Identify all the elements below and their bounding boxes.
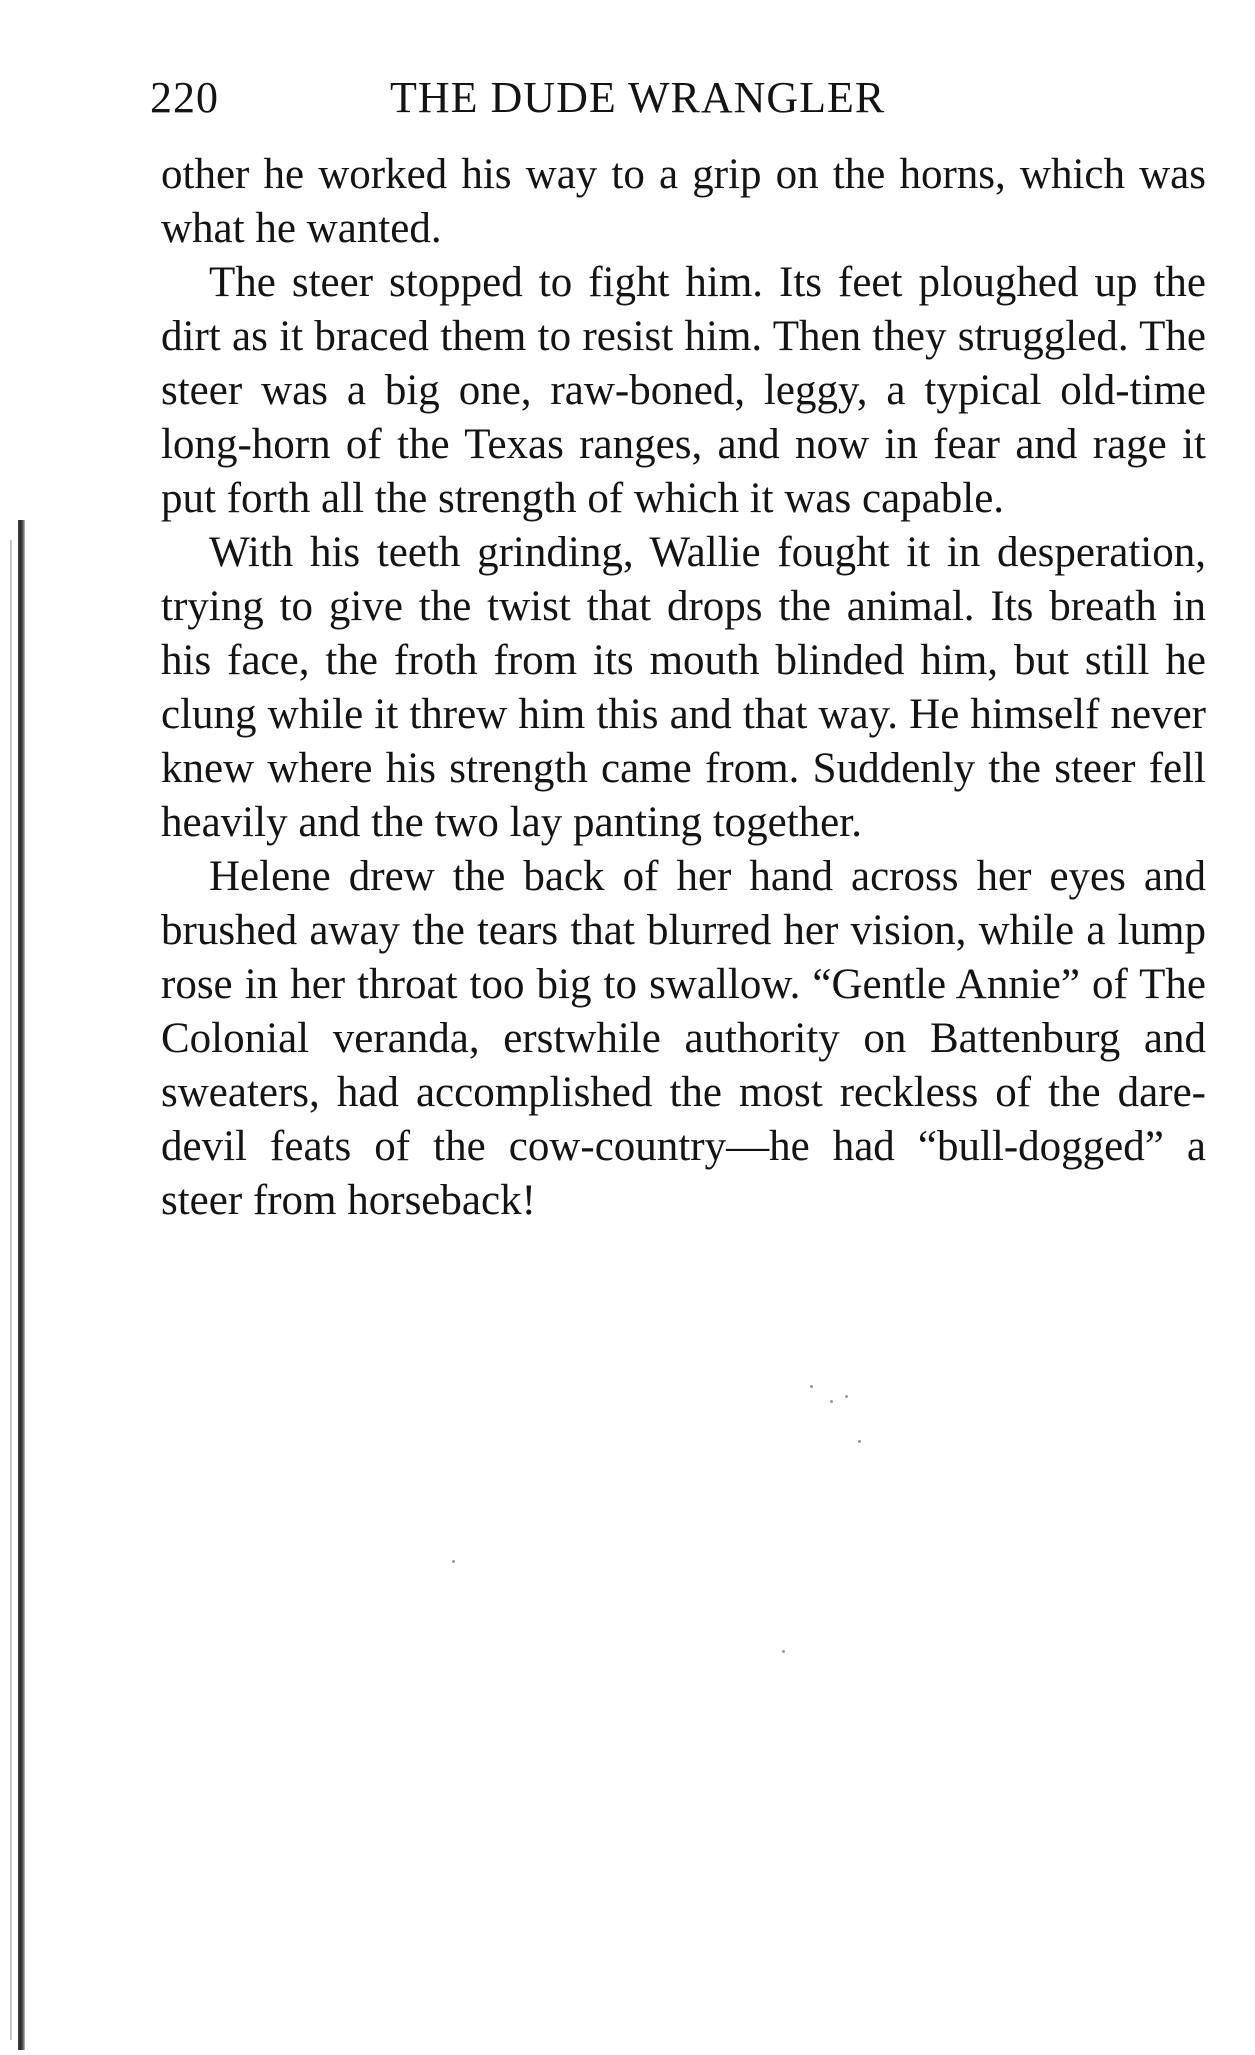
paragraph-4: Helene drew the back of her hand across her eyes and brushed away the tears that blurred her vision, while a lump rose in her throat too big to swallow. “Gentle Annie” of The Colonial veranda, erstwhile authority on Battenburg and sweaters, had accomplished the most reckless of the dare-devil feats of the cow-country—he had “bull-dogged” a steer from horseback!: [161, 853, 1206, 1224]
speck: [810, 1385, 813, 1388]
binding-edge-shadow: [10, 540, 12, 2040]
paragraph-1: other he worked his way to a grip on the horns, which was what he wanted.: [161, 151, 1206, 252]
speck: [782, 1650, 785, 1653]
speck: [845, 1395, 848, 1398]
paragraph-2: The steer stopped to fight him. Its feet ploughed up the dirt as it braced them to resist him. Then they struggled. The steer was a big one, raw-boned, leggy, a typical old-time long-horn of the Texas ranges, and now in fear and rage it put forth all the strength of which it was capable.: [161, 259, 1206, 522]
binding-edge: [18, 520, 25, 2050]
page-number: 220: [150, 73, 219, 122]
speck: [452, 1560, 455, 1563]
paragraph-3: With his teeth grinding, Wallie fought it in desperation, trying to give the twist that drops the animal. Its breath in his face, the froth from its mouth blinded him, but still he clung while it threw him this and that way. He himself never knew where his strength came from. Suddenly the steer fell heavily and the two lay panting together.: [161, 529, 1206, 846]
running-head: [150, 72, 980, 122]
body-text: [161, 148, 1206, 1228]
book-title: THE DUDE WRANGLER: [390, 73, 886, 122]
speck: [830, 1400, 833, 1403]
speck: [858, 1440, 861, 1443]
